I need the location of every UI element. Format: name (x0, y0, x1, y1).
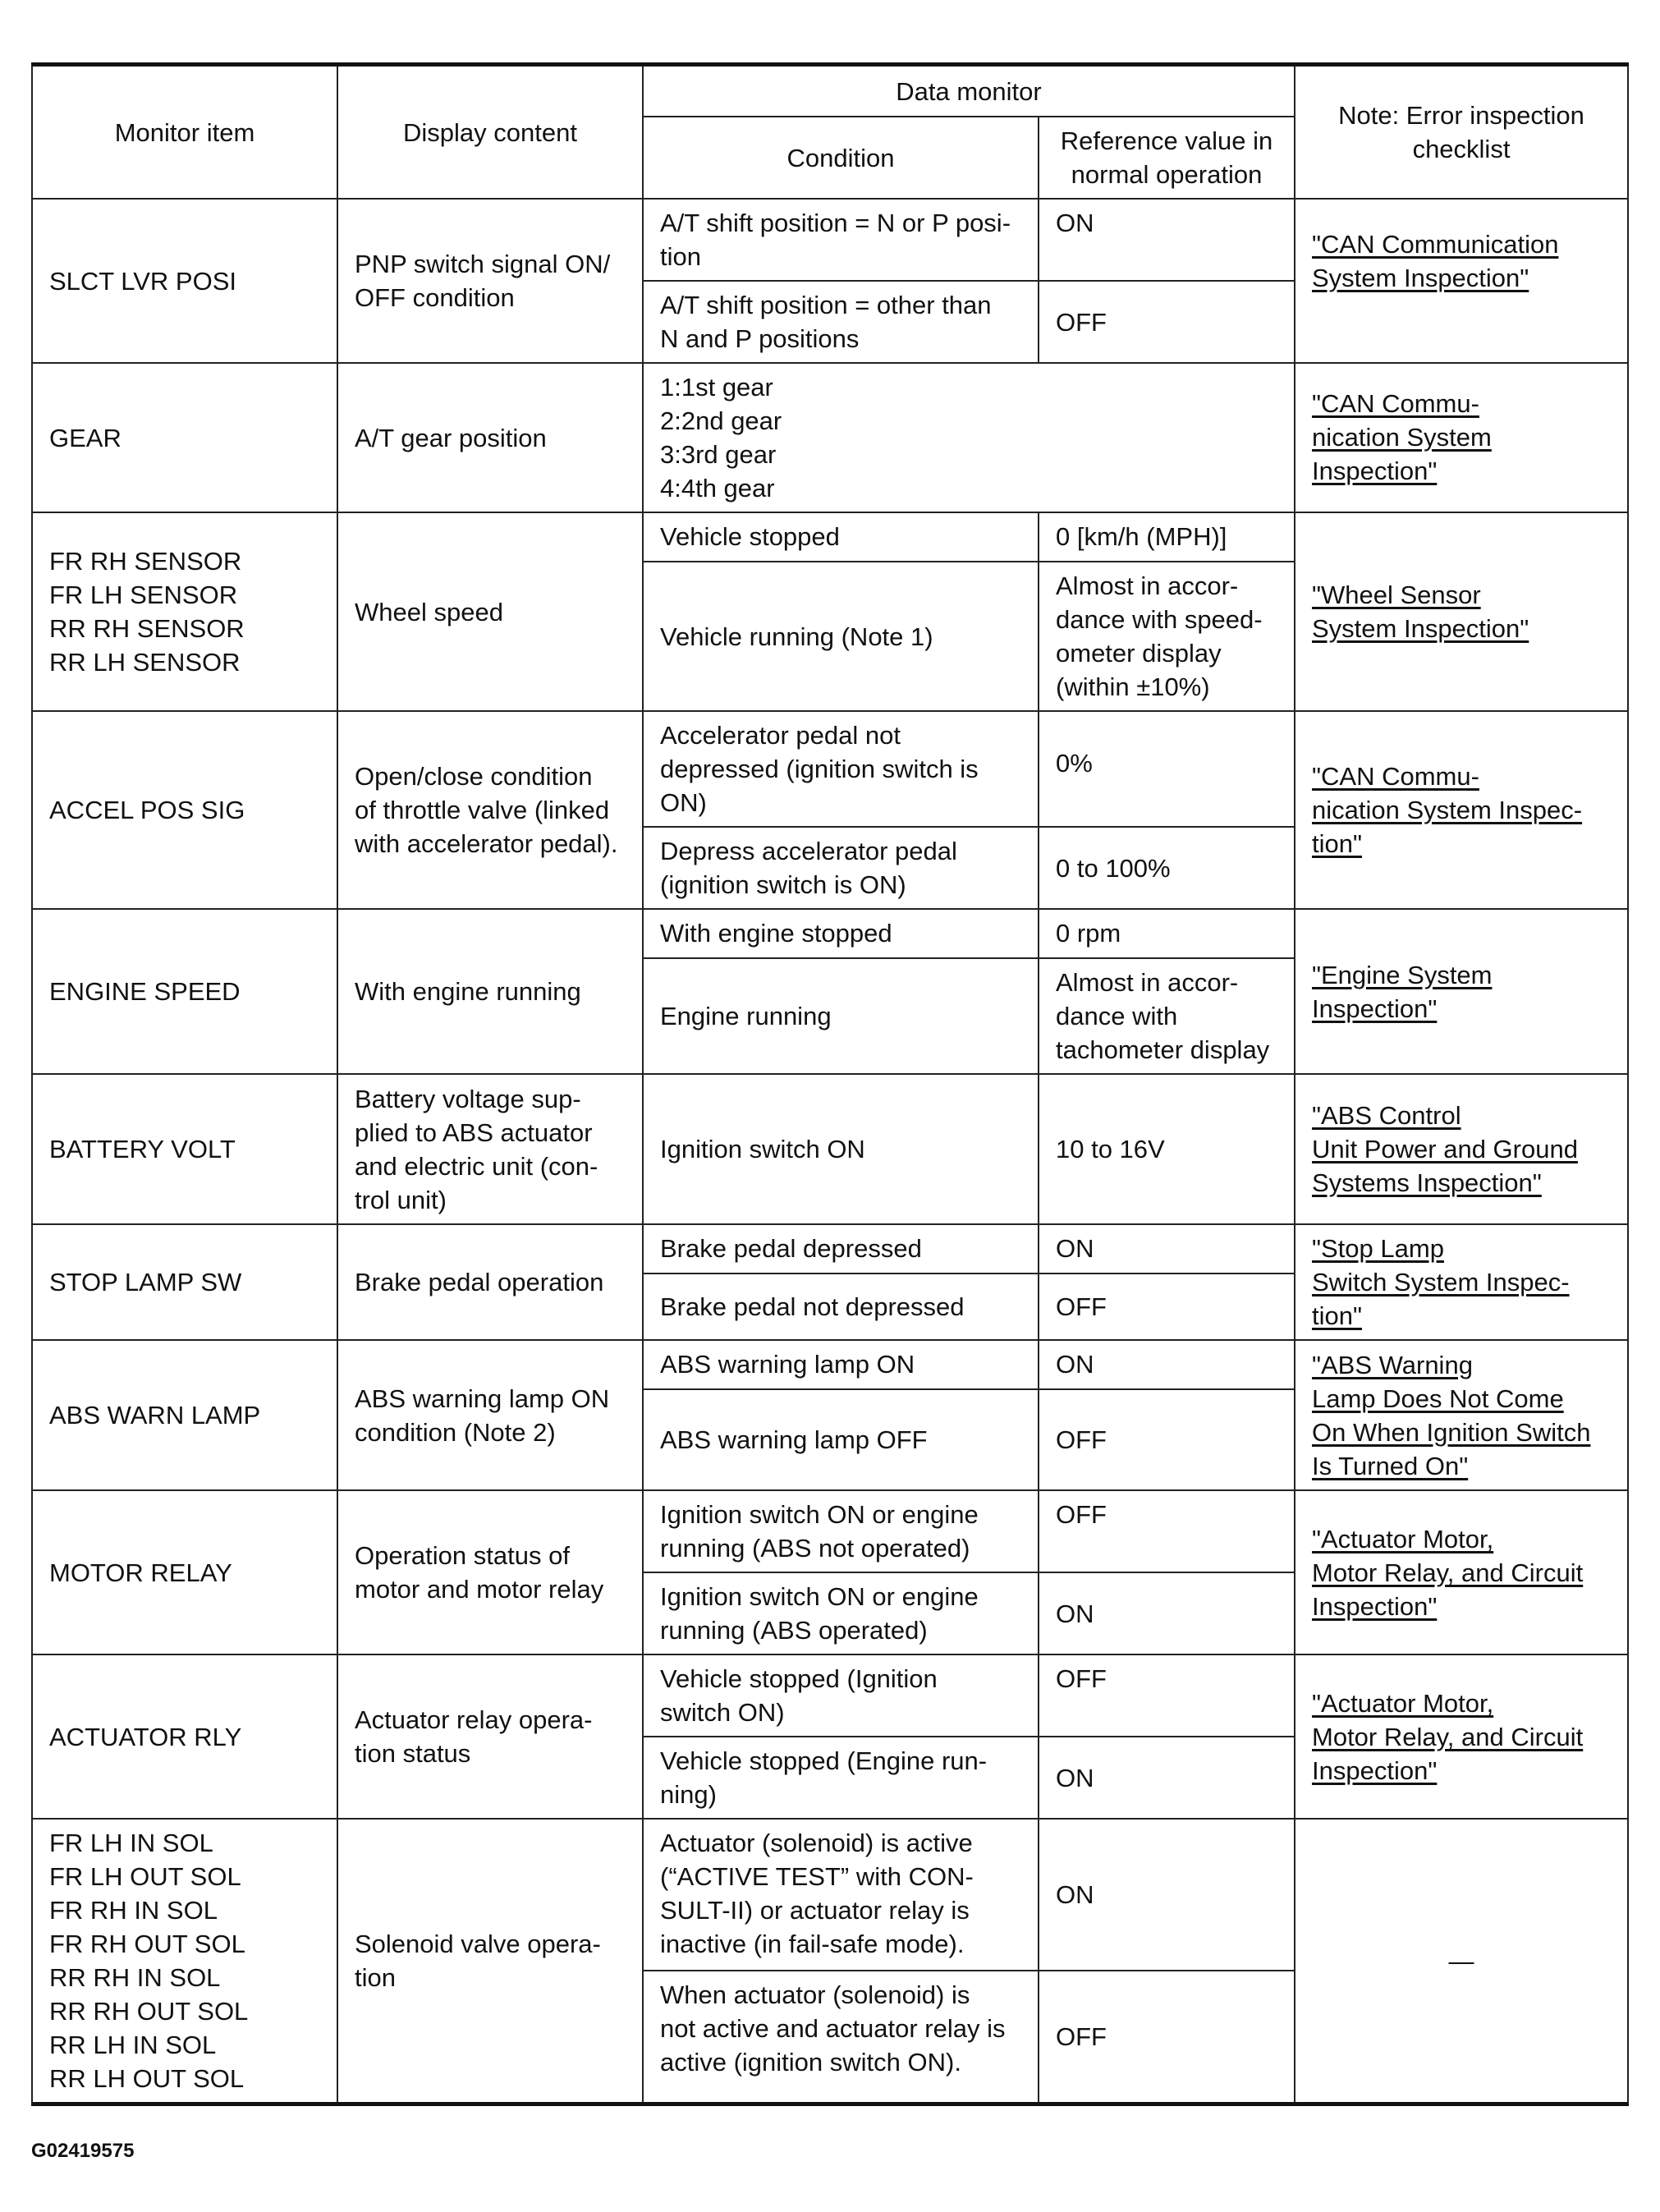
note-link-cell (1295, 363, 1628, 512)
note-link-cell (1295, 1074, 1628, 1224)
display-content: Battery voltage sup- plied to ABS actuator and electric unit (con- trol unit) (337, 1074, 643, 1224)
inspection-link[interactable]: "CAN Commu- nication System Inspection" (1312, 389, 1492, 485)
reference-value: Almost in accor- dance with speed- ometer display (within ±10%) (1039, 562, 1295, 711)
inspection-link[interactable]: "ABS Control Unit Power and Ground Systems Inspection" (1312, 1101, 1578, 1197)
condition: Brake pedal not depressed (643, 1274, 1039, 1340)
reference-value: 10 to 16V (1039, 1074, 1295, 1224)
monitor-table-container (31, 62, 1627, 2106)
condition: Vehicle running (Note 1) (643, 562, 1039, 711)
display-content: With engine running (337, 909, 643, 1074)
note-link-cell (1295, 512, 1628, 711)
header-reference-value: Reference value in normal operation (1039, 117, 1295, 199)
condition: A/T shift position = N or P posi- tion (643, 199, 1039, 281)
header-note: Note: Error inspection checklist (1295, 65, 1628, 200)
reference-value: OFF (1039, 1971, 1295, 2104)
condition: Vehicle stopped (Engine run- ning) (643, 1737, 1039, 1819)
condition: With engine stopped (643, 909, 1039, 958)
reference-value: OFF (1039, 281, 1295, 363)
inspection-link[interactable]: "Engine System Inspection" (1312, 960, 1493, 1023)
inspection-link[interactable]: "Actuator Motor, Motor Relay, and Circuit Inspection" (1312, 1524, 1584, 1621)
display-content: PNP switch signal ON/ OFF condition (337, 199, 643, 363)
display-content: Open/close condition of throttle valve (linked with accelerator pedal). (337, 711, 643, 909)
display-content: Wheel speed (337, 512, 643, 711)
condition: Accelerator pedal not depressed (ignition switch is ON) (643, 711, 1039, 827)
condition: Brake pedal depressed (643, 1224, 1039, 1274)
data-monitor-table (31, 62, 1629, 2106)
reference-value: 0 [km/h (MPH)] (1039, 512, 1295, 562)
note-link-cell (1295, 711, 1628, 909)
display-content: Operation status of motor and motor relay (337, 1490, 643, 1654)
condition: Ignition switch ON (643, 1074, 1039, 1224)
note-link-cell (1295, 1340, 1628, 1490)
reference-value: 0 rpm (1039, 909, 1295, 958)
condition: Depress accelerator pedal (ignition switch is ON) (643, 827, 1039, 909)
reference-value: ON (1039, 199, 1295, 281)
monitor-item: ACTUATOR RLY (32, 1654, 337, 1819)
header-monitor-item: Monitor item (32, 65, 337, 200)
monitor-item: ACCEL POS SIG (32, 711, 337, 909)
reference-value: 0 to 100% (1039, 827, 1295, 909)
condition: 1:1st gear 2:2nd gear 3:3rd gear 4:4th gear (643, 363, 1295, 512)
monitor-item: GEAR (32, 363, 337, 512)
inspection-link[interactable]: "CAN Commu- nication System Inspec- tion" (1312, 762, 1583, 858)
monitor-item: MOTOR RELAY (32, 1490, 337, 1654)
condition: Vehicle stopped (Ignition switch ON) (643, 1654, 1039, 1737)
note-link-cell (1295, 199, 1628, 363)
note-link-cell (1295, 1654, 1628, 1819)
inspection-link[interactable]: "ABS Warning Lamp Does Not Come On When Ignition Switch Is Turned On" (1312, 1350, 1591, 1480)
reference-value: OFF (1039, 1490, 1295, 1572)
inspection-link[interactable]: "Actuator Motor, Motor Relay, and Circuit Inspection" (1312, 1688, 1584, 1785)
note-cell: — (1295, 1819, 1628, 2104)
reference-value: OFF (1039, 1389, 1295, 1490)
condition: ABS warning lamp ON (643, 1340, 1039, 1389)
monitor-item: BATTERY VOLT (32, 1074, 337, 1224)
inspection-link[interactable]: "Stop Lamp Switch System Inspec- tion" (1312, 1234, 1570, 1330)
display-content: Solenoid valve opera- tion (337, 1819, 643, 2104)
reference-value: Almost in accor- dance with tachometer display (1039, 958, 1295, 1074)
monitor-item: STOP LAMP SW (32, 1224, 337, 1340)
note-link-cell (1295, 1490, 1628, 1654)
condition: Vehicle stopped (643, 512, 1039, 562)
monitor-item: FR RH SENSOR FR LH SENSOR RR RH SENSOR RR LH SENSOR (32, 512, 337, 711)
reference-value: ON (1039, 1572, 1295, 1654)
reference-value: ON (1039, 1819, 1295, 1971)
monitor-item: ENGINE SPEED (32, 909, 337, 1074)
display-content: Brake pedal operation (337, 1224, 643, 1340)
reference-value: ON (1039, 1224, 1295, 1274)
reference-value: ON (1039, 1340, 1295, 1389)
header-condition: Condition (643, 117, 1039, 199)
display-content: A/T gear position (337, 363, 643, 512)
condition: A/T shift position = other than N and P positions (643, 281, 1039, 363)
inspection-link[interactable]: "Wheel Sensor System Inspection" (1312, 581, 1529, 643)
condition: Ignition switch ON or engine running (ABS not operated) (643, 1490, 1039, 1572)
note-link-cell (1295, 909, 1628, 1074)
condition: Actuator (solenoid) is active (“ACTIVE TEST” with CON- SULT-II) or actuator relay is inactive (in fail-safe mode). (643, 1819, 1039, 1971)
reference-value: 0% (1039, 711, 1295, 827)
condition: When actuator (solenoid) is not active and actuator relay is active (ignition switch ON). (643, 1971, 1039, 2104)
reference-value: ON (1039, 1737, 1295, 1819)
condition: ABS warning lamp OFF (643, 1389, 1039, 1490)
condition: Engine running (643, 958, 1039, 1074)
condition: Ignition switch ON or engine running (ABS operated) (643, 1572, 1039, 1654)
monitor-item: FR LH IN SOL FR LH OUT SOL FR RH IN SOL FR RH OUT SOL RR RH IN SOL RR RH OUT SOL RR LH IN SOL RR LH OUT SOL (32, 1819, 337, 2104)
note-link-cell (1295, 1224, 1628, 1340)
display-content: Actuator relay opera- tion status (337, 1654, 643, 1819)
reference-value: OFF (1039, 1274, 1295, 1340)
inspection-link[interactable]: "CAN Communication System Inspection" (1312, 230, 1559, 292)
monitor-item: SLCT LVR POSI (32, 199, 337, 363)
monitor-item: ABS WARN LAMP (32, 1340, 337, 1490)
display-content: ABS warning lamp ON condition (Note 2) (337, 1340, 643, 1490)
reference-value: OFF (1039, 1654, 1295, 1737)
header-display-content: Display content (337, 65, 643, 200)
figure-code: G02419575 (31, 2140, 135, 2162)
header-data-monitor: Data monitor (643, 65, 1295, 117)
